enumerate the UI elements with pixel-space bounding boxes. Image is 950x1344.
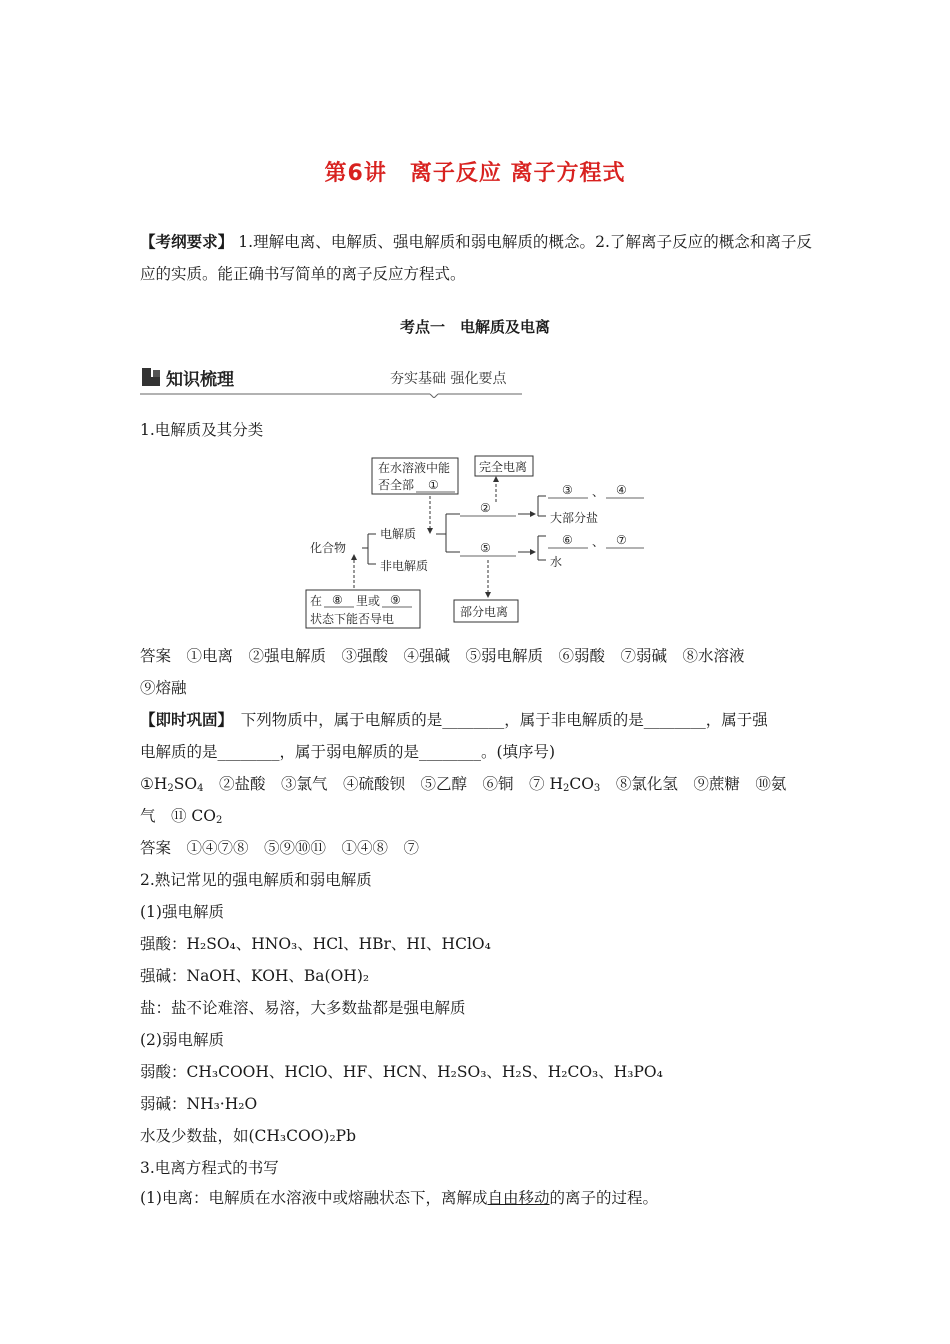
section-heading: 考点一 电解质及电离 <box>399 318 550 336</box>
salts-note: 盐：盐不论难溶、易溶，大多数盐都是强电解质 <box>140 999 466 1017</box>
blank-1: ① <box>428 478 439 492</box>
electrolyte-classification-diagram <box>300 452 660 632</box>
knowledge-banner <box>140 364 522 398</box>
blank-7: ⑦ <box>616 533 627 547</box>
box-bottom-line1-a: 在 <box>310 594 323 608</box>
drill-text1: 下列物质中，属于电解质的是________，属于非电解质的是________，属于强 <box>225 711 768 729</box>
option-11: 气 ⑪ CO <box>140 807 216 825</box>
box-bottom-line1-b: 里或 <box>356 594 381 608</box>
item3-heading: 3.电离方程式的书写 <box>140 1159 279 1177</box>
most-salts-label: 大部分盐 <box>550 511 599 525</box>
answer1-line2: ⑨熔融 <box>140 679 187 697</box>
drill-answer: 答案 ①④⑦⑧ ⑤⑨⑩⑪ ①④⑧ ⑦ <box>140 839 420 857</box>
options-2-7: ②盐酸 ③氯气 ④硫酸钡 ⑤乙醇 ⑥铜 ⑦ H <box>219 775 563 793</box>
separator-a: 、 <box>592 485 605 499</box>
full-ionization-label: 完全电离 <box>479 460 528 474</box>
water-label: 水 <box>550 555 563 569</box>
box-top-line2: 否全部 <box>378 478 415 492</box>
drill-line2: 电解质的是________，属于弱电解质的是________。(填序号) <box>140 743 556 761</box>
compound-label: 化合物 <box>310 541 347 555</box>
answer1-line1: 答案 ①电离 ②强电解质 ③强酸 ④强碱 ⑤弱电解质 ⑥弱酸 ⑦弱碱 ⑧水溶液 <box>140 647 745 665</box>
weak-heading: (2)弱电解质 <box>140 1031 224 1049</box>
blank-2: ② <box>480 501 491 515</box>
strong-acids: 强酸：H₂SO₄、HNO₃、HCl、HBr、HI、HClO₄ <box>140 935 491 953</box>
non-electrolyte-label: 非电解质 <box>380 559 429 573</box>
blank-9: ⑨ <box>390 593 401 607</box>
water-salts: 水及少数盐，如(CH₃COO)₂Pb <box>140 1127 357 1145</box>
weak-acids: 弱酸：CH₃COOH、HClO、HF、HCN、H₂SO₃、H₂S、H₂CO₃、H₃PO₄ <box>140 1063 663 1081</box>
ionization-definition <box>140 1186 812 1210</box>
banner-title: 知识梳理 <box>166 370 234 390</box>
option-1: ①H <box>140 775 168 793</box>
banner-square-inner <box>153 370 160 377</box>
drill-options-line1: $①H_2SO_4$ ②盐酸 ③氯气 ④硫酸钡 ⑤乙醇 ⑥铜 ⑦ $H_2CO_3$ ⑧氯化氢 ⑨蔗糖 ⑩氨 <box>140 775 787 794</box>
blank-6: ⑥ <box>562 533 573 547</box>
blank-3: ③ <box>562 483 573 497</box>
partial-ionization-label: 部分电离 <box>460 605 509 619</box>
blank-4: ④ <box>616 483 627 497</box>
weak-bases: 弱碱：NH₃·H₂O <box>140 1095 258 1113</box>
definition-underlined: 自由移动 <box>487 1189 550 1207</box>
strong-heading: (1)强电解质 <box>140 903 224 921</box>
drill-tag: 【即时巩固】 <box>140 711 226 729</box>
options-8-10: ⑧氯化氢 ⑨蔗糖 ⑩氨 <box>615 775 787 793</box>
box-top-line1: 在水溶液中能 <box>378 461 451 475</box>
syllabus-requirements <box>140 226 812 290</box>
blank-8: ⑧ <box>332 593 343 607</box>
electrolyte-label: 电解质 <box>380 527 417 541</box>
separator-b: 、 <box>592 535 605 549</box>
item1-heading: 1.电解质及其分类 <box>140 421 264 439</box>
drill-line1 <box>140 708 812 732</box>
requirements-tag: 【考纲要求】 <box>140 233 234 251</box>
item2-heading: 2.熟记常见的强电解质和弱电解质 <box>140 871 372 889</box>
definition-part-b: 的离子的过程。 <box>549 1189 658 1207</box>
blank-5: ⑤ <box>480 541 491 555</box>
requirements-text: 1.理解电离、电解质、强电解质和弱电解质的概念。2.了解离子反应的概念和离子反应的实质。能正确书写简单的离子反应方程式。 <box>140 233 812 283</box>
banner-motto: 夯实基础 强化要点 <box>390 371 507 387</box>
strong-bases: 强碱：NaOH、KOH、Ba(OH)₂ <box>140 967 370 985</box>
definition-part-a: (1)电离：电解质在水溶液中或熔融状态下，离解成 <box>140 1189 488 1207</box>
drill-options-line2: 气 ⑪ $CO_2$ <box>140 807 223 826</box>
box-bottom-line2: 状态下能否导电 <box>310 612 395 626</box>
page-title: 第6讲 离子反应 离子方程式 <box>324 161 626 186</box>
